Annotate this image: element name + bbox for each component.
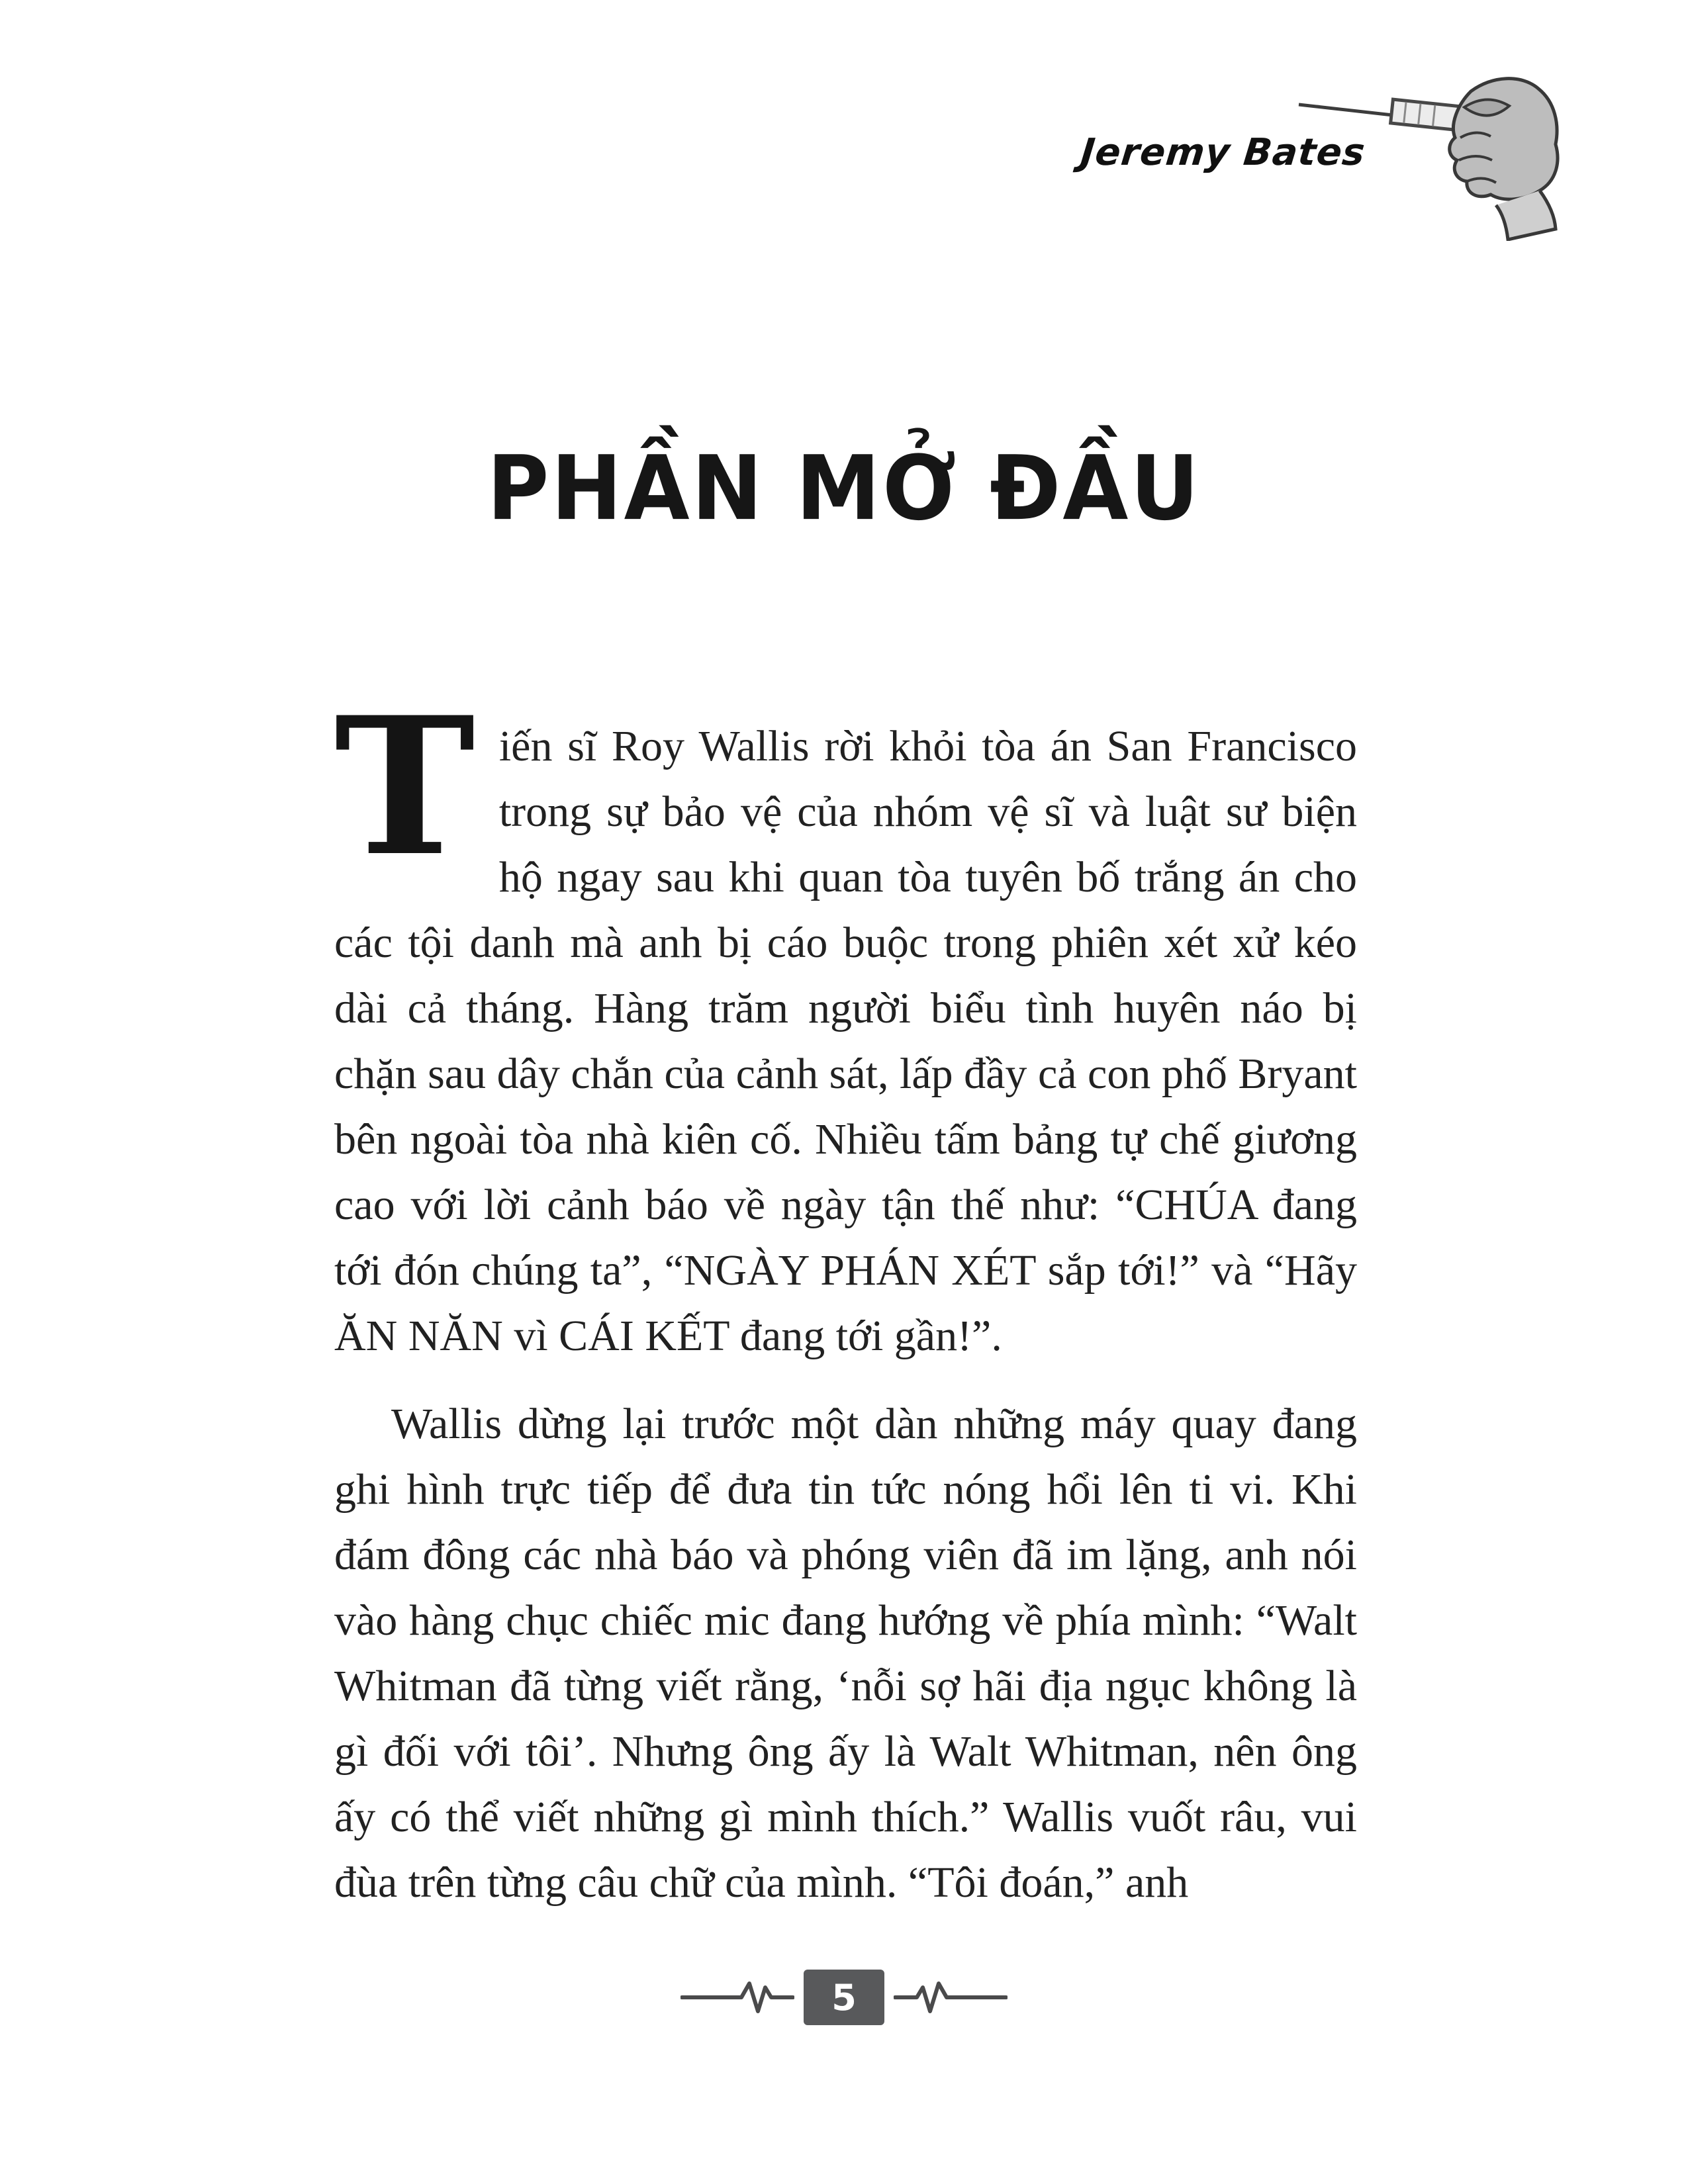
paragraph-1	[334, 676, 1357, 1369]
page-number-badge: 5	[804, 1970, 884, 2025]
body-text	[334, 676, 1357, 1915]
paragraph-2: Wallis dừng lại trước một dàn những máy quay đang ghi hình trực tiếp để đưa tin tức nóng hổi lên ti vi. Khi đám đông các nhà báo và phóng viên đã im lặng, anh nói vào hàng chục chiếc mic đang hướng về phía mình: “Walt Whitman đã từng viết rằng, ‘nỗi sợ hãi địa ngục không là gì đối với tôi’. Nhưng ông ấy là Walt Whitman, nên ông ấy có thể viết những gì mình thích.” Wallis vuốt râu, vui đùa trên từng câu chữ của mình. “Tôi đoán,” anh	[334, 1400, 1357, 1907]
chapter-title: PHẦN MỞ ĐẦU	[487, 437, 1201, 541]
author-name: Jeremy Bates	[1078, 131, 1368, 174]
drop-cap: T	[334, 676, 475, 898]
page-footer	[0, 1970, 1688, 2025]
paragraph-1-text: iến sĩ Roy Wallis rời khỏi tòa án San Francisco trong sự bảo vệ của nhóm vệ sĩ và luật sư biện hộ ngay sau khi quan tòa tuyên bố trắng án cho các tội danh mà anh bị cáo buộc trong phiên xét xử kéo dài cả tháng. Hàng trăm người biểu tình huyên náo bị chặn sau dây chắn của cảnh sát, lấp đầy cả con phố Bryant bên ngoài tòa nhà kiên cố. Nhiều tấm bảng tự chế giương cao với lời cảnh báo về ngày tận thế như: “CHÚA đang tới đón chúng ta”, “NGÀY PHÁN XÉT sắp tới!” và “Hãy ĂN NĂN vì CÁI KẾT đang tới gần!”.	[334, 722, 1357, 1360]
ekg-right-icon	[894, 1977, 1008, 2018]
ekg-left-icon	[680, 1977, 794, 2018]
hand-syringe-illustration	[1293, 64, 1565, 241]
